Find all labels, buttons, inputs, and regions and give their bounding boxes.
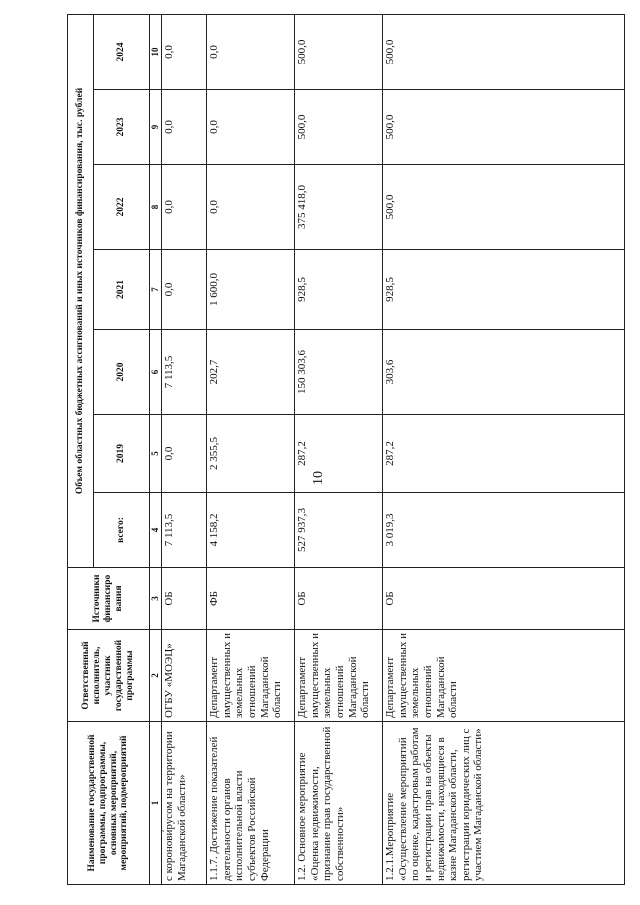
row-value: 150 303,6 bbox=[295, 330, 383, 415]
header-name: Наименование государственной программы, подпрограммы, основных мероприятий, мероприятий, подмероприятий bbox=[68, 722, 150, 885]
table-row bbox=[207, 14, 295, 884]
row-value: 500,0 bbox=[295, 90, 383, 165]
row-value: 4 158,2 bbox=[207, 493, 295, 568]
row-value: 527 937,3 bbox=[295, 493, 383, 568]
row-value: 928,5 bbox=[295, 250, 383, 330]
row-value: 0,0 bbox=[207, 14, 295, 89]
header-executor: Ответственный исполнитель, участник государственной программы bbox=[68, 630, 150, 722]
row-value: 928,5 bbox=[383, 250, 625, 330]
row-value: 500,0 bbox=[383, 90, 625, 165]
col-index: 4 bbox=[150, 493, 162, 568]
col-index: 7 bbox=[150, 250, 162, 330]
page-number: 10 bbox=[311, 471, 326, 485]
header-total: всего: bbox=[94, 493, 150, 568]
row-value: 202,7 bbox=[207, 330, 295, 415]
row-value: 500,0 bbox=[295, 14, 383, 89]
row-source: ОБ bbox=[295, 568, 383, 630]
header-year: 2022 bbox=[94, 165, 150, 250]
row-value: 0,0 bbox=[162, 14, 207, 89]
header-year: 2019 bbox=[94, 415, 150, 493]
funding-table bbox=[67, 14, 625, 885]
row-value: 0,0 bbox=[162, 250, 207, 330]
row-source: ОБ bbox=[162, 568, 207, 630]
row-executor: Департамент имущественных и земельных отношений Магаданской области bbox=[207, 630, 295, 722]
row-value: 1 600,0 bbox=[207, 250, 295, 330]
row-executor: ОГБУ «МОЭЦ» bbox=[162, 630, 207, 722]
header-year: 2023 bbox=[94, 90, 150, 165]
col-index: 8 bbox=[150, 165, 162, 250]
row-value: 0,0 bbox=[162, 415, 207, 493]
row-value: 500,0 bbox=[383, 165, 625, 250]
row-value: 0,0 bbox=[207, 90, 295, 165]
row-value: 0,0 bbox=[162, 165, 207, 250]
row-value: 7 113,5 bbox=[162, 493, 207, 568]
row-value: 303,6 bbox=[383, 330, 625, 415]
col-index: 2 bbox=[150, 630, 162, 722]
col-index: 6 bbox=[150, 330, 162, 415]
col-index: 9 bbox=[150, 90, 162, 165]
table-row bbox=[295, 14, 383, 884]
col-index: 10 bbox=[150, 14, 162, 89]
row-value: 287,2 bbox=[295, 415, 383, 493]
row-name: 1.2.1.Мероприятие «Осуществление мероприятий по оценке, кадастровым работам и регистрации прав на объекты недвижимости, находящиеся в казне Магаданской области, регистрации юридических лиц с участием Магаданской области» bbox=[383, 722, 625, 885]
header-source: Источники финансиро вания bbox=[68, 568, 150, 630]
row-value: 0,0 bbox=[162, 90, 207, 165]
row-executor: Департамент имущественных и земельных отношений Магаданской области bbox=[295, 630, 383, 722]
row-source: ОБ bbox=[383, 568, 625, 630]
col-index: 1 bbox=[150, 722, 162, 885]
row-value: 500,0 bbox=[383, 14, 625, 89]
row-value: 7 113,5 bbox=[162, 330, 207, 415]
header-year: 2020 bbox=[94, 330, 150, 415]
rotated-table-wrapper bbox=[67, 15, 625, 885]
col-index: 5 bbox=[150, 415, 162, 493]
row-name: 1.2. Основное мероприятие «Оценка недвижимости, признание прав государственной собственности» bbox=[295, 722, 383, 885]
row-value: 375 418,0 bbox=[295, 165, 383, 250]
row-value: 3 019,3 bbox=[383, 493, 625, 568]
row-source: ФБ bbox=[207, 568, 295, 630]
header-year: 2021 bbox=[94, 250, 150, 330]
header-funding-title: Объем областных бюджетных ассигнований и иных источников финансирования, тыс. рублей bbox=[68, 14, 94, 567]
table-row bbox=[383, 14, 625, 884]
table-row bbox=[162, 14, 207, 884]
col-index: 3 bbox=[150, 568, 162, 630]
row-name: с коронови́русом на территории Магаданской области» bbox=[162, 722, 207, 885]
row-value: 287,2 bbox=[383, 415, 625, 493]
row-executor: Департамент имущественных и земельных отношений Магаданской области bbox=[383, 630, 625, 722]
header-year: 2024 bbox=[94, 14, 150, 89]
row-name: 1.1.7. Достижение показателей деятельности органов исполнительной власти субъектов Российской Федерации bbox=[207, 722, 295, 885]
row-value: 2 355,5 bbox=[207, 415, 295, 493]
row-value: 0,0 bbox=[207, 165, 295, 250]
